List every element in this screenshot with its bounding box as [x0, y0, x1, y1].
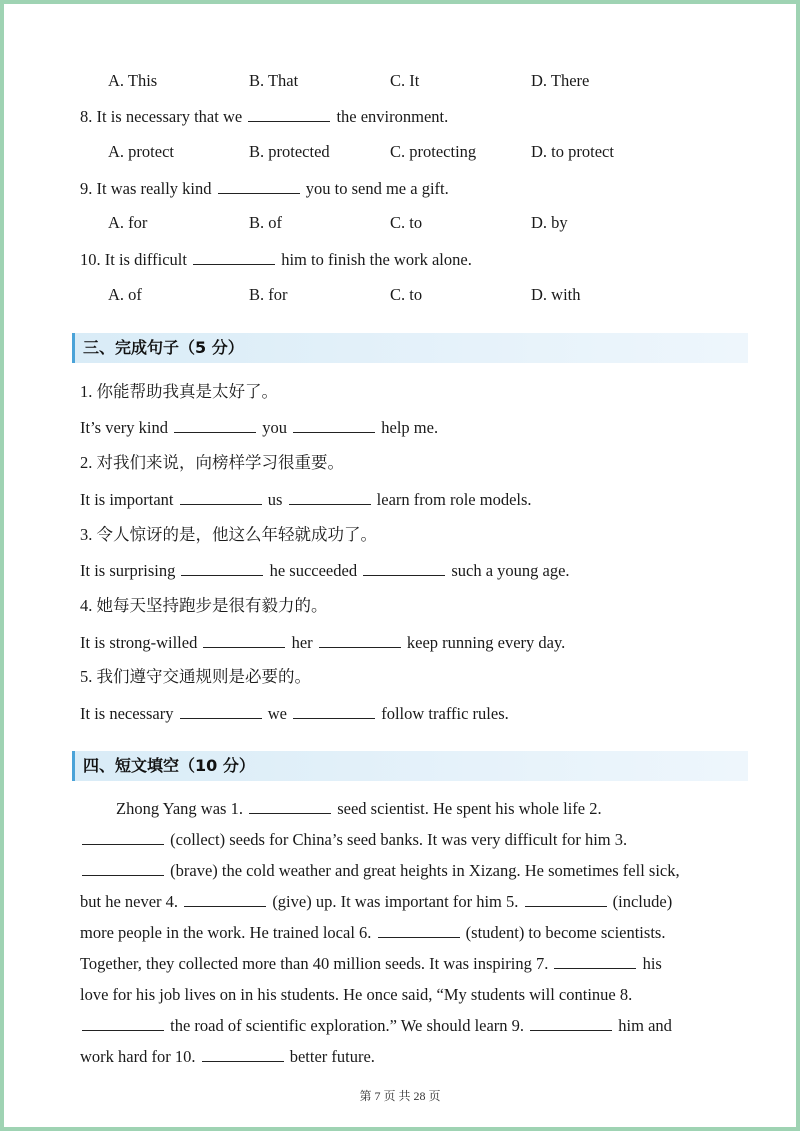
answer-blank[interactable] — [530, 1014, 612, 1031]
question-9: 9. It was really kind you to send me a gift. — [80, 179, 449, 198]
passage-line: (collect) seeds for China’s seed banks. It was very difficult for him 3. — [80, 824, 756, 855]
passage-line: but he never 4. (give) up. It was important for him 5. (include) — [80, 892, 673, 911]
passage-line: love for his job lives on in his students. He once said, “My students will continue 8. — [80, 985, 633, 1004]
option: C. protecting — [390, 142, 477, 161]
question-10: 10. It is difficult him to finish the work alone. — [80, 250, 472, 269]
answer-blank[interactable] — [180, 488, 262, 505]
sentence-1-english: It’s very kind you help me. — [80, 418, 439, 437]
answer-blank[interactable] — [180, 702, 262, 719]
passage-line: (brave) the cold weather and great heights in Xizang. He sometimes fell sick, — [80, 855, 756, 886]
sentence-4-english: It is strong-willed her keep running every day. — [80, 633, 566, 652]
option: A. for — [108, 213, 148, 232]
option: B. for — [249, 285, 288, 304]
answer-blank[interactable] — [293, 416, 375, 433]
passage-line: more people in the work. He trained local 6. (student) to become scientists. — [80, 923, 666, 942]
option: B. of — [249, 213, 282, 232]
option: C. to — [390, 285, 423, 304]
answer-blank[interactable] — [82, 828, 164, 845]
answer-blank[interactable] — [193, 248, 275, 265]
passage — [80, 793, 756, 1072]
answer-blank[interactable] — [181, 559, 263, 576]
answer-blank[interactable] — [363, 559, 445, 576]
passage-line: Zhong Yang was 1. seed scientist. He spent his whole life 2. — [116, 799, 602, 818]
option: D. by — [531, 213, 568, 232]
passage-line: work hard for 10. better future. — [80, 1047, 375, 1066]
option: B. That — [249, 71, 299, 90]
answer-blank[interactable] — [289, 488, 371, 505]
question-8: 8. It is necessary that we the environment. — [80, 107, 449, 126]
passage-line: Together, they collected more than 40 million seeds. It was inspiring 7. his — [80, 954, 662, 973]
option: A. protect — [108, 142, 174, 161]
answer-blank[interactable] — [218, 177, 300, 194]
sentence-4-chinese: 4. 她每天坚持跑步是很有毅力的。 — [80, 596, 328, 615]
answer-blank[interactable] — [202, 1045, 284, 1062]
section-4-header: 四、短文填空（10 分） — [72, 751, 748, 781]
option: D. to protect — [531, 142, 614, 161]
sentence-5-english: It is necessary we follow traffic rules. — [80, 704, 509, 723]
sentence-3-chinese: 3. 令人惊讶的是，他这么年轻就成功了。 — [80, 525, 377, 544]
answer-blank[interactable] — [248, 105, 330, 122]
answer-blank[interactable] — [174, 416, 256, 433]
answer-blank[interactable] — [82, 859, 164, 876]
option: D. There — [531, 71, 590, 90]
sentence-2-english: It is important us learn from role models. — [80, 490, 532, 509]
answer-blank[interactable] — [319, 631, 401, 648]
answer-blank[interactable] — [525, 890, 607, 907]
answer-blank[interactable] — [82, 1014, 164, 1031]
option: A. This — [108, 71, 158, 90]
option: B. protected — [249, 142, 330, 161]
section-3-header: 三、完成句子（5 分） — [72, 333, 748, 363]
answer-blank[interactable] — [378, 921, 460, 938]
sentence-3-english: It is surprising he succeeded such a young age. — [80, 561, 570, 580]
sentence-5-chinese: 5. 我们遵守交通规则是必要的。 — [80, 667, 311, 686]
answer-blank[interactable] — [184, 890, 266, 907]
answer-blank[interactable] — [203, 631, 285, 648]
option: C. It — [390, 71, 420, 90]
answer-blank[interactable] — [293, 702, 375, 719]
page-number: 第 7 页 共 28 页 — [359, 1089, 441, 1103]
option: C. to — [390, 213, 423, 232]
answer-blank[interactable] — [249, 797, 331, 814]
answer-blank[interactable] — [554, 952, 636, 969]
passage-line: the road of scientific exploration.” We should learn 9. him and — [80, 1010, 756, 1041]
sentence-1-chinese: 1. 你能帮助我真是太好了。 — [80, 382, 278, 401]
option: A. of — [108, 285, 142, 304]
option: D. with — [531, 285, 581, 304]
sentence-2-chinese: 2. 对我们来说，向榜样学习很重要。 — [80, 453, 344, 472]
